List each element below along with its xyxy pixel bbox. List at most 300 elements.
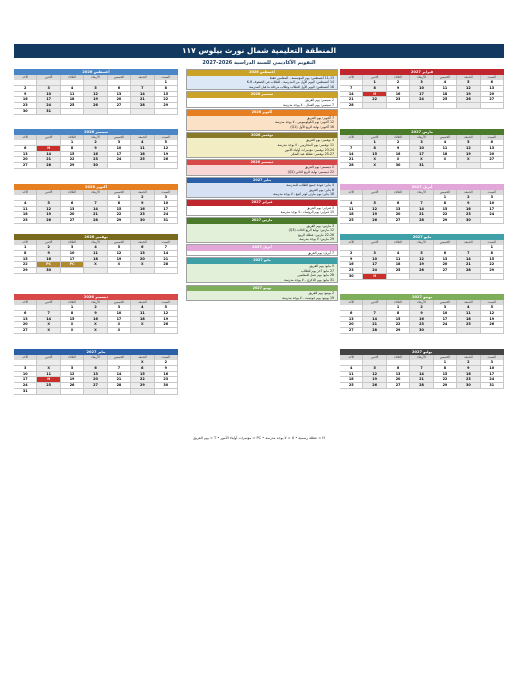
day-cell: 13 <box>14 152 37 158</box>
day-cell: 6 <box>387 201 410 207</box>
day-cell: 17 <box>61 257 84 263</box>
day-cell: 15 <box>155 92 178 98</box>
day-cell: 28 <box>155 262 178 268</box>
weekday-label: الأحد <box>14 190 37 195</box>
day-cell: 26 <box>481 322 504 328</box>
day-cell <box>84 268 107 274</box>
day-cell: 29 <box>155 103 178 109</box>
day-cell: 13 <box>481 86 504 92</box>
day-cell: 5 <box>37 201 60 207</box>
day-cell: 19 <box>84 97 107 103</box>
weekday-label: الثلاثاء <box>61 135 84 140</box>
day-cell: 6 <box>14 146 37 152</box>
day-cell: 7 <box>131 86 154 92</box>
event-block <box>186 285 338 302</box>
weekday-label: الجمعة <box>131 355 154 360</box>
day-cell: 18 <box>340 212 363 218</box>
day-cell: 14 <box>363 317 386 323</box>
day-cell: X <box>434 157 457 163</box>
week-row <box>340 218 504 224</box>
event-line: 11 نوفمبر: يوم المحاربين - لا يوجد مدرسة <box>277 142 334 147</box>
day-cell <box>481 274 504 280</box>
day-cell: X <box>61 328 84 334</box>
weekday-label: الجمعة <box>131 240 154 245</box>
day-cell: 3 <box>37 86 60 92</box>
weekday-label: السبت <box>155 190 178 195</box>
event-month-title: فبراير 2027 <box>187 200 337 206</box>
day-cell <box>108 268 131 274</box>
day-cell: 29 <box>131 383 154 389</box>
day-cell: 15 <box>131 372 154 378</box>
day-cell: 16 <box>37 257 60 263</box>
day-cell: 22 <box>387 322 410 328</box>
week-row <box>340 103 504 109</box>
day-cell: 31 <box>37 109 60 115</box>
event-line: 2 يونيو: يوم الفريق <box>308 291 334 295</box>
day-cell: X <box>37 322 60 328</box>
weekday-label: الجمعة <box>131 300 154 305</box>
day-cell: 3 <box>410 140 433 146</box>
month-title: أكتوبر 2026 <box>14 184 178 190</box>
day-cell: 16 <box>84 152 107 158</box>
day-cell: 8 <box>363 86 386 92</box>
day-cell: H <box>363 274 386 280</box>
day-cell: 10 <box>410 86 433 92</box>
day-cell: 18 <box>131 152 154 158</box>
day-cell: 27 <box>481 157 504 163</box>
day-cell: 11 <box>387 257 410 263</box>
day-cell: 12 <box>457 146 480 152</box>
day-cell: 18 <box>434 152 457 158</box>
day-cell: X <box>387 157 410 163</box>
event-month-title: أكتوبر 2026 <box>187 110 337 116</box>
day-cell: 30 <box>410 328 433 334</box>
weekday-label: الثلاثاء <box>61 300 84 305</box>
day-cell: 29 <box>14 268 37 274</box>
day-cell: X <box>363 157 386 163</box>
day-cell: 21 <box>410 212 433 218</box>
event-block <box>186 69 338 90</box>
page-title: المنطقة التعليمية شمال نورث بيلوس ١١٧ <box>14 44 504 58</box>
day-cell <box>363 103 386 109</box>
event-line: 6 يناير: يوم الفريق <box>309 187 334 192</box>
day-cell: 12 <box>108 251 131 257</box>
day-cell: 15 <box>61 317 84 323</box>
day-cell: 7 <box>84 201 107 207</box>
day-cell: 10 <box>108 311 131 317</box>
month-title: فبراير 2027 <box>340 69 504 75</box>
day-cell: 7 <box>410 366 433 372</box>
day-cell: 1 <box>155 80 178 86</box>
event-line: 7 أبريل: يوم الفريق <box>307 250 334 255</box>
day-cell: 20 <box>84 377 107 383</box>
day-cell: 23 <box>14 103 37 109</box>
day-cell: 14 <box>108 372 131 378</box>
day-cell: 3 <box>481 360 504 366</box>
day-cell: 17 <box>434 317 457 323</box>
day-cell: 17 <box>108 317 131 323</box>
day-cell: 6 <box>481 80 504 86</box>
day-cell: 5 <box>84 86 107 92</box>
month-calendar <box>340 294 504 334</box>
day-cell: 29 <box>61 163 84 169</box>
day-cell: 17 <box>410 152 433 158</box>
day-cell: 27 <box>434 268 457 274</box>
day-cell: X <box>131 322 154 328</box>
weekday-label: الاثنين <box>37 355 60 360</box>
month-title: ديسمبر 2026 <box>14 294 178 300</box>
day-cell: 1 <box>14 245 37 251</box>
day-cell: 19 <box>410 262 433 268</box>
day-cell: 25 <box>340 218 363 224</box>
weekday-label: الأربعاء <box>410 135 433 140</box>
day-cell: PC <box>61 262 84 268</box>
day-cell: 23 <box>340 268 363 274</box>
day-cell: 1 <box>387 305 410 311</box>
weekday-label: الأربعاء <box>410 75 433 80</box>
day-cell: 4 <box>340 201 363 207</box>
day-cell: 25 <box>131 157 154 163</box>
day-cell: 30 <box>37 268 60 274</box>
day-cell: 6 <box>14 311 37 317</box>
day-cell: 25 <box>434 97 457 103</box>
day-cell: 11 <box>131 146 154 152</box>
day-cell: 30 <box>131 218 154 224</box>
weekday-label: السبت <box>481 75 504 80</box>
day-cell: X <box>37 366 60 372</box>
day-cell <box>457 103 480 109</box>
day-cell: X <box>61 322 84 328</box>
day-cell: 28 <box>340 163 363 169</box>
day-cell: 27 <box>84 383 107 389</box>
weekday-label: السبت <box>155 240 178 245</box>
event-line: 31 مايو: يوم الذكرى - لا يوجد مدرسة <box>284 277 334 282</box>
day-cell: 1 <box>108 195 131 201</box>
day-cell: X <box>131 360 154 366</box>
day-cell: 24 <box>481 377 504 383</box>
weekday-label: الأحد <box>340 190 363 195</box>
day-cell: X <box>108 322 131 328</box>
day-cell: 4 <box>61 86 84 92</box>
day-cell: X <box>108 262 131 268</box>
day-cell: 6 <box>340 311 363 317</box>
week-row <box>340 383 504 389</box>
day-cell: 2 <box>340 251 363 257</box>
month-calendar <box>340 184 504 224</box>
day-cell: 17 <box>14 377 37 383</box>
day-cell: 26 <box>37 218 60 224</box>
day-cell: 11 <box>61 92 84 98</box>
event-line: 29 مارس: لا يوجد مدرسة <box>299 237 334 242</box>
day-cell: 3 <box>434 305 457 311</box>
day-cell <box>481 103 504 109</box>
day-cell: X <box>131 262 154 268</box>
day-cell: 24 <box>37 103 60 109</box>
day-cell: 11 <box>434 146 457 152</box>
day-cell: H <box>37 377 60 383</box>
day-cell: 21 <box>340 157 363 163</box>
day-cell: 13 <box>387 372 410 378</box>
weekday-label: السبت <box>155 300 178 305</box>
day-cell: 8 <box>14 251 37 257</box>
event-month-title: نوفمبر 2026 <box>187 133 337 139</box>
weekday-label: الخميس <box>108 300 131 305</box>
weekday-label: الأربعاء <box>84 240 107 245</box>
weekday-label: الثلاثاء <box>61 240 84 245</box>
day-cell: 20 <box>61 212 84 218</box>
day-cell: 20 <box>14 322 37 328</box>
day-cell <box>155 109 178 115</box>
day-cell: 24 <box>155 212 178 218</box>
day-cell: 5 <box>457 140 480 146</box>
weekday-label: الجمعة <box>457 75 480 80</box>
day-cell: 13 <box>434 257 457 263</box>
day-cell: 8 <box>61 146 84 152</box>
day-cell <box>434 274 457 280</box>
weekday-label: الثلاثاء <box>387 75 410 80</box>
day-cell: 6 <box>387 366 410 372</box>
day-cell: 9 <box>84 146 107 152</box>
day-cell: 22 <box>155 97 178 103</box>
month-title: يوليو 2027 <box>340 349 504 355</box>
weekday-label: الاثنين <box>363 75 386 80</box>
day-cell: 23 <box>457 377 480 383</box>
day-cell: 13 <box>84 372 107 378</box>
day-cell <box>457 328 480 334</box>
month-title: أبريل 2027 <box>340 184 504 190</box>
day-cell: X <box>37 328 60 334</box>
day-cell: 5 <box>155 305 178 311</box>
day-cell: 11 <box>131 311 154 317</box>
day-cell: 23 <box>410 322 433 328</box>
day-cell: 7 <box>363 311 386 317</box>
day-cell: X <box>108 328 131 334</box>
weekday-label: الخميس <box>434 190 457 195</box>
month-calendar <box>340 349 504 389</box>
day-cell: 7 <box>340 86 363 92</box>
day-cell: 29 <box>434 218 457 224</box>
month-title: أغسطس 2026 <box>14 69 178 75</box>
event-month-title: يناير 2027 <box>187 178 337 184</box>
day-cell: 12 <box>410 257 433 263</box>
week-row <box>14 389 178 395</box>
day-cell: 8 <box>363 146 386 152</box>
weekday-label: الثلاثاء <box>387 135 410 140</box>
day-cell: 4 <box>131 140 154 146</box>
day-cell: 11 <box>340 207 363 213</box>
day-cell <box>410 274 433 280</box>
day-cell: 5 <box>155 140 178 146</box>
day-cell: 21 <box>84 212 107 218</box>
day-cell: 8 <box>131 366 154 372</box>
day-cell: 17 <box>108 152 131 158</box>
day-cell: 18 <box>340 377 363 383</box>
month-calendar <box>14 129 178 169</box>
weekday-label: الأحد <box>14 135 37 140</box>
day-cell <box>108 109 131 115</box>
day-cell: 12 <box>481 311 504 317</box>
weekday-label: الاثنين <box>37 135 60 140</box>
day-cell: 19 <box>457 152 480 158</box>
day-cell: 27 <box>108 103 131 109</box>
day-cell: 2 <box>457 360 480 366</box>
day-cell <box>434 103 457 109</box>
weekday-label: الأربعاء <box>84 75 107 80</box>
weekday-label: الأربعاء <box>410 190 433 195</box>
day-cell <box>131 328 154 334</box>
day-cell: 8 <box>434 366 457 372</box>
day-cell: 6 <box>434 251 457 257</box>
day-cell: 26 <box>61 383 84 389</box>
day-cell: 10 <box>37 92 60 98</box>
day-cell: 27 <box>340 328 363 334</box>
day-cell: 26 <box>155 157 178 163</box>
weekday-label: الأربعاء <box>84 300 107 305</box>
day-cell: 13 <box>340 317 363 323</box>
month-calendar <box>340 129 504 169</box>
day-cell: 20 <box>340 322 363 328</box>
weekday-label: الخميس <box>108 190 131 195</box>
day-cell: 18 <box>131 317 154 323</box>
day-cell: 19 <box>481 317 504 323</box>
weekday-label: الأحد <box>340 135 363 140</box>
day-cell: X <box>363 163 386 169</box>
day-cell: 3 <box>155 195 178 201</box>
day-cell <box>84 109 107 115</box>
weekday-label: الثلاثاء <box>387 240 410 245</box>
day-cell: 25 <box>387 268 410 274</box>
month-calendar <box>14 349 178 395</box>
weekday-label: الجمعة <box>131 75 154 80</box>
day-cell: 11 <box>457 311 480 317</box>
day-cell: 28 <box>410 383 433 389</box>
day-cell: 15 <box>61 152 84 158</box>
day-cell: 13 <box>14 317 37 323</box>
day-cell: 12 <box>363 207 386 213</box>
weekday-label: الثلاثاء <box>387 355 410 360</box>
weekday-label: الاثنين <box>363 240 386 245</box>
event-line: 19 يونيو: يوم جونتينث - لا يوجد مدرسة <box>282 295 334 300</box>
event-line: 12 أكتوبر: يوم الكولومبوس - لا يوجد مدرسة <box>275 120 334 125</box>
day-cell: 24 <box>434 322 457 328</box>
day-cell: 4 <box>131 305 154 311</box>
day-cell: 28 <box>457 268 480 274</box>
weekday-label: السبت <box>155 355 178 360</box>
day-cell <box>481 218 504 224</box>
day-cell: 4 <box>340 366 363 372</box>
day-cell: 9 <box>387 86 410 92</box>
day-cell: 9 <box>340 257 363 263</box>
weekday-label: الأحد <box>14 300 37 305</box>
events-column <box>186 69 338 302</box>
day-cell <box>434 328 457 334</box>
day-cell: 20 <box>108 97 131 103</box>
event-line: 25-27 نوفمبر: عطلة عيد الشكر <box>290 152 334 157</box>
day-cell: 9 <box>131 201 154 207</box>
day-cell: 12 <box>363 372 386 378</box>
day-cell: X <box>410 157 433 163</box>
day-cell: 16 <box>410 317 433 323</box>
weekday-label: السبت <box>481 300 504 305</box>
day-cell: 15 <box>434 207 457 213</box>
event-month-title: ديسمبر 2026 <box>187 160 337 166</box>
event-block <box>186 199 338 216</box>
weekday-label: الخميس <box>434 355 457 360</box>
day-cell: 21 <box>340 97 363 103</box>
day-cell: 11 <box>14 207 37 213</box>
day-cell: 14 <box>84 207 107 213</box>
day-cell: 10 <box>14 372 37 378</box>
day-cell: 17 <box>481 372 504 378</box>
day-cell: 23 <box>155 377 178 383</box>
weekday-label: الاثنين <box>363 355 386 360</box>
day-cell: 28 <box>37 163 60 169</box>
day-cell: 25 <box>37 383 60 389</box>
day-cell: 18 <box>61 97 84 103</box>
day-cell: 25 <box>61 103 84 109</box>
day-cell: 24 <box>108 157 131 163</box>
day-cell: 17 <box>155 207 178 213</box>
day-cell: 21 <box>155 257 178 263</box>
day-cell: 30 <box>457 218 480 224</box>
weekday-label: الجمعة <box>131 135 154 140</box>
day-cell: 2 <box>410 305 433 311</box>
day-cell: 9 <box>457 201 480 207</box>
day-cell: 31 <box>481 383 504 389</box>
weekday-label: الثلاثاء <box>61 75 84 80</box>
event-block <box>186 257 338 283</box>
calendar-sheet <box>14 44 504 420</box>
day-cell: 21 <box>131 97 154 103</box>
day-cell: 21 <box>363 322 386 328</box>
day-cell: 20 <box>434 262 457 268</box>
day-cell: 7 <box>457 251 480 257</box>
day-cell: 22 <box>434 212 457 218</box>
day-cell: 22 <box>14 262 37 268</box>
day-cell: 19 <box>37 212 60 218</box>
day-cell: 2 <box>37 245 60 251</box>
day-cell: 5 <box>61 366 84 372</box>
day-cell <box>387 274 410 280</box>
day-cell: 16 <box>84 317 107 323</box>
day-cell: 23 <box>131 212 154 218</box>
day-cell: 13 <box>481 146 504 152</box>
week-row <box>14 268 178 274</box>
month-title: مارس 2027 <box>340 129 504 135</box>
day-cell: 26 <box>363 218 386 224</box>
day-cell: 14 <box>410 372 433 378</box>
event-line: 5 مايو: يوم الفريق <box>309 263 334 268</box>
day-cell: 20 <box>131 257 154 263</box>
weekday-label: السبت <box>481 190 504 195</box>
day-cell: 28 <box>340 103 363 109</box>
day-cell: 14 <box>410 207 433 213</box>
day-cell: 6 <box>108 86 131 92</box>
day-cell: 22 <box>108 212 131 218</box>
day-cell: 24 <box>14 383 37 389</box>
day-cell: 5 <box>363 201 386 207</box>
weekday-label: الأحد <box>340 300 363 305</box>
day-cell: 12 <box>84 92 107 98</box>
day-cell: 4 <box>434 140 457 146</box>
day-cell: 26 <box>363 383 386 389</box>
event-line: 16 أكتوبر: نهاية الربع الأول (Q1) <box>290 125 334 130</box>
day-cell: 14 <box>457 257 480 263</box>
day-cell: 22 <box>61 157 84 163</box>
day-cell: 15 <box>108 207 131 213</box>
day-cell: 9 <box>155 366 178 372</box>
event-line: 22-26 مارس: عطلة الربيع <box>298 232 334 237</box>
